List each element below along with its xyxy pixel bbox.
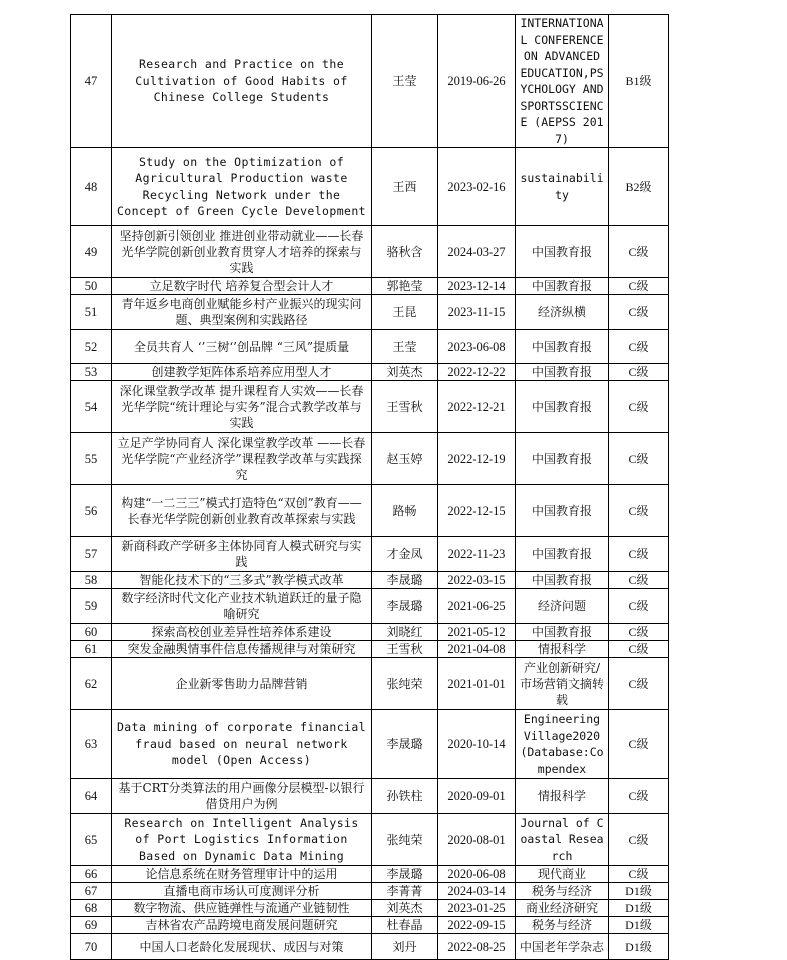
cell-author: 孙铁柱 — [372, 779, 438, 814]
cell-no: 55 — [71, 433, 112, 485]
cell-venue: 经济问题 — [516, 589, 609, 624]
cell-author: 李晟璐 — [372, 710, 438, 779]
cell-venue: 情报科学 — [516, 779, 609, 814]
cell-no: 56 — [71, 485, 112, 537]
table-row — [71, 624, 669, 641]
cell-title: 探索高校创业差异性培养体系建设 — [112, 624, 372, 641]
cell-no: 57 — [71, 537, 112, 572]
cell-date: 2022-08-25 — [438, 934, 516, 960]
cell-venue: 中国教育报 — [516, 572, 609, 589]
table-row — [71, 589, 669, 624]
cell-title: 青年返乡电商创业赋能乡村产业振兴的现实问题、典型案例和实践路径 — [112, 295, 372, 330]
table-row — [71, 883, 669, 900]
cell-venue: 中国教育报 — [516, 278, 609, 295]
cell-author: 李晟璐 — [372, 589, 438, 624]
table-row — [71, 658, 669, 710]
cell-title: 数字物流、供应链弹性与流通产业链韧性 — [112, 900, 372, 917]
cell-no: 69 — [71, 917, 112, 934]
cell-grade: C级 — [609, 295, 669, 330]
cell-date: 2023-06-08 — [438, 330, 516, 364]
papers-table — [70, 14, 669, 960]
cell-no: 60 — [71, 624, 112, 641]
cell-title: 论信息系统在财务管理审计中的运用 — [112, 866, 372, 883]
cell-date: 2022-12-19 — [438, 433, 516, 485]
cell-venue: sustainability — [516, 148, 609, 226]
table-row — [71, 278, 669, 295]
cell-no: 61 — [71, 641, 112, 658]
cell-venue: 中国教育报 — [516, 364, 609, 381]
cell-venue: 经济纵横 — [516, 295, 609, 330]
cell-venue: 中国教育报 — [516, 226, 609, 278]
cell-author: 路畅 — [372, 485, 438, 537]
cell-author: 刘丹 — [372, 934, 438, 960]
cell-venue: 中国教育报 — [516, 485, 609, 537]
cell-venue: INTERNATIONAL CONFERENCE ON ADVANCED EDUCATION,PSYCHOLOGY AND SPORTSSCIENCE (AEPSS 2017) — [516, 15, 609, 148]
cell-grade: C级 — [609, 485, 669, 537]
cell-date: 2023-02-16 — [438, 148, 516, 226]
cell-title: 中国人口老龄化发展现状、成因与对策 — [112, 934, 372, 960]
cell-venue: 税务与经济 — [516, 883, 609, 900]
table-row — [71, 433, 669, 485]
cell-title: Research on Intelligent Analysis of Port Logistics Information Based on Dynamic Data Mining — [112, 814, 372, 866]
cell-date: 2021-01-01 — [438, 658, 516, 710]
cell-title: 深化课堂教学改革 提升课程育人实效——长春光华学院“统计理论与实务”混合式教学改革与实践 — [112, 381, 372, 433]
cell-date: 2021-06-25 — [438, 589, 516, 624]
cell-no: 50 — [71, 278, 112, 295]
cell-no: 65 — [71, 814, 112, 866]
cell-no: 62 — [71, 658, 112, 710]
table-row — [71, 330, 669, 364]
cell-grade: D1级 — [609, 883, 669, 900]
cell-author: 李晟璐 — [372, 866, 438, 883]
cell-date: 2024-03-27 — [438, 226, 516, 278]
cell-title: 立足数字时代 培养复合型会计人才 — [112, 278, 372, 295]
cell-title: Research and Practice on the Cultivation of Good Habits of Chinese College Students — [112, 15, 372, 148]
table-row — [71, 485, 669, 537]
cell-date: 2021-04-08 — [438, 641, 516, 658]
cell-date: 2020-06-08 — [438, 866, 516, 883]
cell-grade: C级 — [609, 589, 669, 624]
cell-title: 基于CRT分类算法的用户画像分层模型-以银行借贷用户为例 — [112, 779, 372, 814]
table-row — [71, 381, 669, 433]
cell-title: 智能化技术下的“三多式”教学模式改革 — [112, 572, 372, 589]
cell-no: 47 — [71, 15, 112, 148]
cell-date: 2022-12-22 — [438, 364, 516, 381]
cell-no: 70 — [71, 934, 112, 960]
cell-date: 2020-09-01 — [438, 779, 516, 814]
cell-grade: C级 — [609, 278, 669, 295]
table-row — [71, 917, 669, 934]
cell-venue: 中国教育报 — [516, 330, 609, 364]
cell-no: 58 — [71, 572, 112, 589]
cell-date: 2022-11-23 — [438, 537, 516, 572]
cell-grade: C级 — [609, 226, 669, 278]
cell-title: 直播电商市场认可度测评分析 — [112, 883, 372, 900]
cell-author: 王雪秋 — [372, 381, 438, 433]
table-row — [71, 295, 669, 330]
cell-no: 64 — [71, 779, 112, 814]
cell-author: 张纯荣 — [372, 814, 438, 866]
cell-grade: C级 — [609, 364, 669, 381]
cell-grade: C级 — [609, 814, 669, 866]
cell-no: 63 — [71, 710, 112, 779]
cell-grade: C级 — [609, 866, 669, 883]
cell-date: 2022-09-15 — [438, 917, 516, 934]
cell-date: 2021-05-12 — [438, 624, 516, 641]
papers-table-body — [71, 15, 669, 960]
cell-no: 48 — [71, 148, 112, 226]
cell-date: 2022-12-21 — [438, 381, 516, 433]
cell-grade: B1级 — [609, 15, 669, 148]
table-row — [71, 572, 669, 589]
cell-venue: 现代商业 — [516, 866, 609, 883]
cell-grade: C级 — [609, 779, 669, 814]
cell-author: 杜春晶 — [372, 917, 438, 934]
cell-venue: 商业经济研究 — [516, 900, 609, 917]
cell-title: 全员共育人 ‘’三树‘’创品牌 “三风”提质量 — [112, 330, 372, 364]
cell-grade: C级 — [609, 572, 669, 589]
cell-no: 51 — [71, 295, 112, 330]
table-row — [71, 364, 669, 381]
cell-author: 赵玉婷 — [372, 433, 438, 485]
cell-title: 构建“一二三三”模式打造特色“双创”教育——长春光华学院创新创业教育改革探索与实践 — [112, 485, 372, 537]
table-row — [71, 537, 669, 572]
cell-date: 2019-06-26 — [438, 15, 516, 148]
cell-no: 59 — [71, 589, 112, 624]
table-row — [71, 900, 669, 917]
cell-no: 68 — [71, 900, 112, 917]
cell-grade: C级 — [609, 330, 669, 364]
cell-no: 53 — [71, 364, 112, 381]
table-row — [71, 710, 669, 779]
cell-title: 企业新零售助力品牌营销 — [112, 658, 372, 710]
table-row — [71, 641, 669, 658]
cell-author: 李菁菁 — [372, 883, 438, 900]
cell-venue: 中国教育报 — [516, 624, 609, 641]
cell-title: Data mining of corporate financial fraud based on neural network model (Open Access) — [112, 710, 372, 779]
cell-author: 郭艳莹 — [372, 278, 438, 295]
cell-venue: 产业创新研究/市场营销文摘转载 — [516, 658, 609, 710]
cell-title: 吉林省农产品跨境电商发展问题研究 — [112, 917, 372, 934]
cell-grade: C级 — [609, 641, 669, 658]
cell-grade: D1级 — [609, 934, 669, 960]
cell-title: Study on the Optimization of Agricultural Production waste Recycling Network under the Concept of Green Cycle Development — [112, 148, 372, 226]
table-row — [71, 226, 669, 278]
cell-no: 52 — [71, 330, 112, 364]
table-row — [71, 779, 669, 814]
cell-date: 2020-10-14 — [438, 710, 516, 779]
cell-venue: Engineering Village2020(Database:Compendex — [516, 710, 609, 779]
cell-grade: C级 — [609, 537, 669, 572]
cell-venue: 中国老年学杂志 — [516, 934, 609, 960]
cell-date: 2024-03-14 — [438, 883, 516, 900]
cell-venue: 情报科学 — [516, 641, 609, 658]
cell-grade: C级 — [609, 381, 669, 433]
cell-title: 立足产学协同育人 深化课堂教学改革 ——长春光华学院“产业经济学”课程教学改革与实践探究 — [112, 433, 372, 485]
cell-author: 张纯荣 — [372, 658, 438, 710]
cell-author: 王雪秋 — [372, 641, 438, 658]
cell-title: 坚持创新引领创业 推进创业带动就业——长春光华学院创新创业教育贯穿人才培养的探索与实践 — [112, 226, 372, 278]
cell-date: 2020-08-01 — [438, 814, 516, 866]
cell-no: 66 — [71, 866, 112, 883]
cell-author: 刘英杰 — [372, 900, 438, 917]
cell-grade: C级 — [609, 658, 669, 710]
cell-grade: D1级 — [609, 917, 669, 934]
table-row — [71, 148, 669, 226]
cell-author: 王莹 — [372, 330, 438, 364]
cell-author: 李晟璐 — [372, 572, 438, 589]
cell-author: 才金凤 — [372, 537, 438, 572]
cell-venue: 税务与经济 — [516, 917, 609, 934]
cell-grade: C级 — [609, 433, 669, 485]
cell-venue: 中国教育报 — [516, 537, 609, 572]
cell-venue: 中国教育报 — [516, 381, 609, 433]
cell-no: 54 — [71, 381, 112, 433]
cell-date: 2022-03-15 — [438, 572, 516, 589]
cell-date: 2023-11-15 — [438, 295, 516, 330]
cell-author: 王昆 — [372, 295, 438, 330]
cell-author: 骆秋含 — [372, 226, 438, 278]
cell-title: 创建教学矩阵体系培养应用型人才 — [112, 364, 372, 381]
cell-venue: Journal of Coastal Research — [516, 814, 609, 866]
cell-author: 刘晓红 — [372, 624, 438, 641]
cell-author: 王西 — [372, 148, 438, 226]
cell-grade: D1级 — [609, 900, 669, 917]
table-row — [71, 866, 669, 883]
cell-author: 王莹 — [372, 15, 438, 148]
cell-title: 新商科政产学研多主体协同育人模式研究与实践 — [112, 537, 372, 572]
cell-venue: 中国教育报 — [516, 433, 609, 485]
cell-title: 突发金融舆情事件信息传播规律与对策研究 — [112, 641, 372, 658]
cell-grade: B2级 — [609, 148, 669, 226]
cell-grade: C级 — [609, 710, 669, 779]
cell-grade: C级 — [609, 624, 669, 641]
cell-title: 数字经济时代文化产业技术轨道跃迁的量子隐喻研究 — [112, 589, 372, 624]
cell-date: 2023-01-25 — [438, 900, 516, 917]
cell-author: 刘英杰 — [372, 364, 438, 381]
cell-no: 49 — [71, 226, 112, 278]
table-row — [71, 15, 669, 148]
cell-date: 2022-12-15 — [438, 485, 516, 537]
cell-no: 67 — [71, 883, 112, 900]
table-row — [71, 814, 669, 866]
cell-date: 2023-12-14 — [438, 278, 516, 295]
